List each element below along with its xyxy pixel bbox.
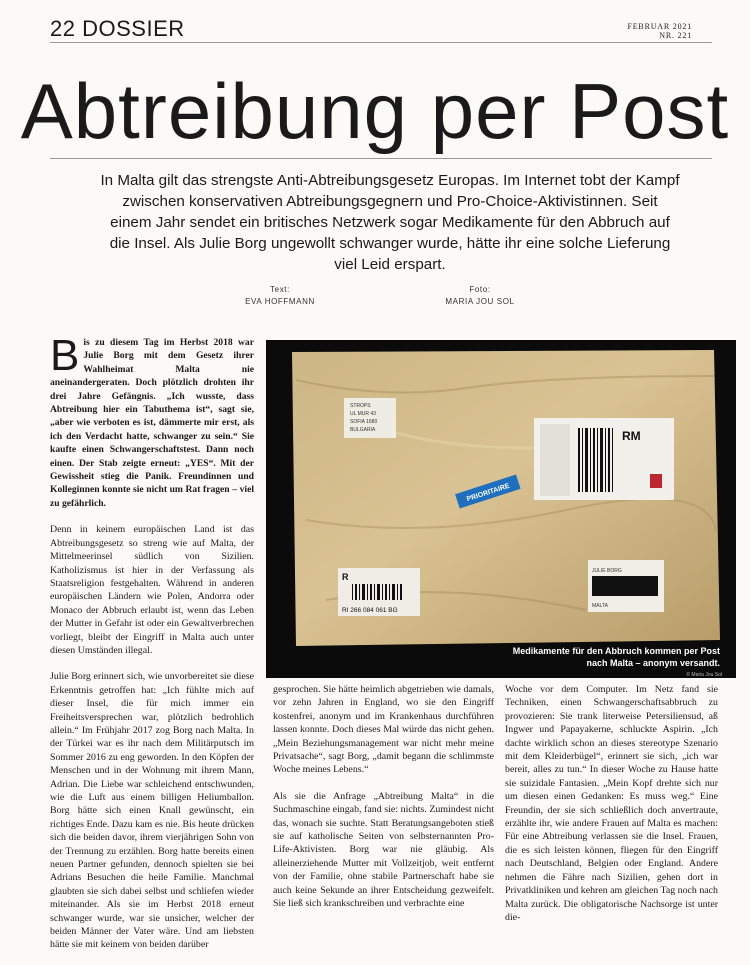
intro-text: is zu diesem Tag im Herbst 2018 war Julie Borg mit dem Gesetz ihrer Wahlheimat Malta nie aneinandergeraten. Doch plötzlich drohten ihr drei Jahre Gefängnis. „Ich wusste, dass Abtreibung hier ein Tabuthema ist“, sagt sie, „aber wie verboten es ist, dämmerte mir erst, als ich den Verdacht hatte, schwanger zu sein.“ Sie kaufte einen Schwangerschaftstest. Dann noch einen. Der Stab zeigte erneut: „YES“. Mit der Gewissheit stieg die Panik. Freundinnen und Kolleginnen konnte sie nicht um Rat fragen – viel zu gefährlich.	[50, 337, 254, 509]
sender-line: BULGARIA	[350, 427, 376, 433]
recipient-label	[588, 560, 664, 612]
sender-line: STROPS	[350, 403, 371, 409]
intro-paragraph	[50, 331, 254, 510]
sticker-text: PRIORITAIRE	[466, 482, 511, 504]
recipient-country: MALTA	[592, 603, 608, 609]
recipient-name: JULIE BORG	[592, 568, 622, 574]
body-column-3	[505, 683, 718, 937]
author-credit	[210, 284, 350, 308]
sender-line: SOFIA 1680	[350, 419, 378, 425]
caption-line: nach Malta – anonym versandt.	[586, 658, 720, 668]
issue-info	[628, 22, 693, 40]
body-paragraph: Julie Borg erinnert sich, wie unvorbereitet sie diese Erkenntnis getroffen hat: „Ich fühlte mich auf dieser Insel, die für mich immer ein Freiheitsversprechen war, plötzlich bedrohlich allein.“ Im Frühjahr 2017 zog Borg nach Malta. In der Türkei war es ihr nach dem Militärputsch im Sommer 2016 zu eng geworden. In den Köpfen der Menschen und in der Wohnung mit ihrem Mann, Adrian. Die Liebe war schleichend entschwunden, wie die Luft aus einem billigen Heliumballon. Borg hätte sich einen Knall gewünscht, ein richtiges Ende. Dazu kam es nie. Bis heute drücken sich die beiden davor, ihrem vierjährigen Sohn von der Trennung zu erzählen. Borg hatte bereits einen neuen Partner gefunden, dennoch spielten sie bei Adrians Besuchen die heile Familie. Manchmal glaubten sie sich dabei selbst und schliefen wieder miteinander. Als sie im Herbst 2018 erneut schwanger wurde, war sie unsicher, welcher der beiden Männer der Vater wäre. Und am liebsten hätte sie mit keinem von beiden darüber	[50, 671, 254, 951]
article-title: Abtreibung per Post	[20, 67, 730, 155]
drop-cap: B	[50, 331, 80, 380]
author-name: EVA HOFFMANN	[245, 297, 315, 306]
caption-line: Medikamente für den Abbruch kommen per Post	[512, 646, 720, 656]
body-paragraph: Als sie die Anfrage „Abtreibung Malta“ in die Suchmaschine eingab, fand sie: nichts. Zumindest nicht das, wonach sie suchte. Statt Beratungsangeboten stieß sie auf katholische Seiten von selbsternannten Pro-Life-Aktivisten. Borg war nie gläubig. Als alleinerziehende Mutter mit Vollzeitjob, weit entfernt von der Familie, ohne stabile Partnerschaft habe sie auch keine Sekunde an ihrer Entscheidung gezweifelt. Sie ließ sich krankschreiben und verbrachte eine	[273, 790, 494, 910]
body-column-1	[50, 331, 254, 965]
tracking-letter: R	[342, 572, 349, 582]
photo-caption	[513, 645, 720, 669]
section-name: DOSSIER	[82, 16, 185, 41]
photo-credit-block	[410, 284, 550, 308]
body-paragraph: Woche vor dem Computer. Im Netz fand sie Techniken, einen Schwangerschaftsabbruch zu provozieren: Sie trank literweise Petersiliensud, aß Ingwer und Papayakerne, schluckte Aspirin. „Ich dachte wirklich schon an dieses stereotype Szenario mit dem Kleiderbügel“, erinnert sie sich, „ich war bereit, alles zu tun.“ In dieser Woche zu Hause hatte sie suizidale Fantasien. „Mein Kopf drehte sich nur um diesen einen Gedanken: Es muss weg.“ Eine Freundin, der sie sich schließlich doch anvertraute, erzählte ihr, wie andere Frauen auf Malta es machen: Für eine Abtreibung verlassen sie die Insel. Frauen, die es sich leisten können, fliegen für den Eingriff nach Deutschland, Belgien oder England. Andere nehmen die Fähre nach Sizilien, gehen dort in Privatkliniken und kehren am gleichen Tag noch nach Malta zurück. Die obligatorische Nachsorge ist unter die-	[505, 684, 718, 923]
registered-mark: RM	[622, 429, 641, 443]
issue-number: NR. 221	[659, 31, 692, 40]
article-lead: In Malta gilt das strengste Anti-Abtreibungsgesetz Europas. Im Internet tobt der Kampf zwischen konservativen Abtreibungsgegnern und Pro-Choice-Aktivistinnen. Seit einem Jahr sendet ein britisches Netzwerk sogar Medikamente für den Abbruch auf die Insel. Als Julie Borg ungewollt schwanger wurde, hätte ihr eine solche Lieferung viel Leid erspart.	[100, 172, 680, 273]
sender-line: UL MUR 43	[350, 411, 376, 417]
page-header	[50, 16, 185, 42]
sender-label	[344, 398, 396, 438]
body-paragraph: Denn in keinem europäischen Land ist das Abtreibungsgesetz so streng wie auf Malta, der Mittelmeerinsel südlich von Sizilien. Katholizismus ist hier in der Verfassung als Staatsreligion festgehalten. Während in anderen europäischen Ländern wie Polen, Andorra oder Monaco der Abbruch erlaubt ist, wenn das Leben der Mutter in Gefahr ist oder ein Gewaltverbrechen vorliegt, bleibt der Eingriff in Malta auch unter diesen Umständen illegal.	[50, 524, 254, 656]
photo-copyright: © Maria Jou Sol	[686, 672, 722, 678]
title-divider	[50, 158, 712, 159]
tracking-label	[338, 568, 420, 616]
tracking-number: RI 266 084 061 BG	[342, 607, 398, 614]
registered-label	[534, 418, 674, 500]
body-paragraph: gesprochen. Sie hätte heimlich abgetrieben wie damals, vor zehn Jahren in England, wo sie den Eingriff kostenfrei, anonym und im Krankenhaus durchführen lassen konnte. Doch dieses Mal würde das nicht gehen. „Mein Beziehungsmanagement war nicht mehr meine Privatsache“, sagt Borg, „damit begann die schlimmste Woche meines Lebens.“	[273, 684, 494, 776]
header-divider	[50, 42, 712, 43]
page-number: 22	[50, 16, 76, 41]
article-photo	[266, 340, 736, 678]
photographer-name: MARIA JOU SOL	[445, 297, 515, 306]
body-column-2	[273, 683, 494, 924]
postal-logo	[650, 474, 662, 488]
barcode	[352, 584, 402, 600]
photo-label: Foto:	[469, 285, 491, 294]
envelope-illustration	[266, 340, 736, 678]
issue-month: FEBRUAR 2021	[627, 22, 692, 31]
text-label: Text:	[270, 285, 290, 294]
redaction-bar	[592, 576, 658, 596]
